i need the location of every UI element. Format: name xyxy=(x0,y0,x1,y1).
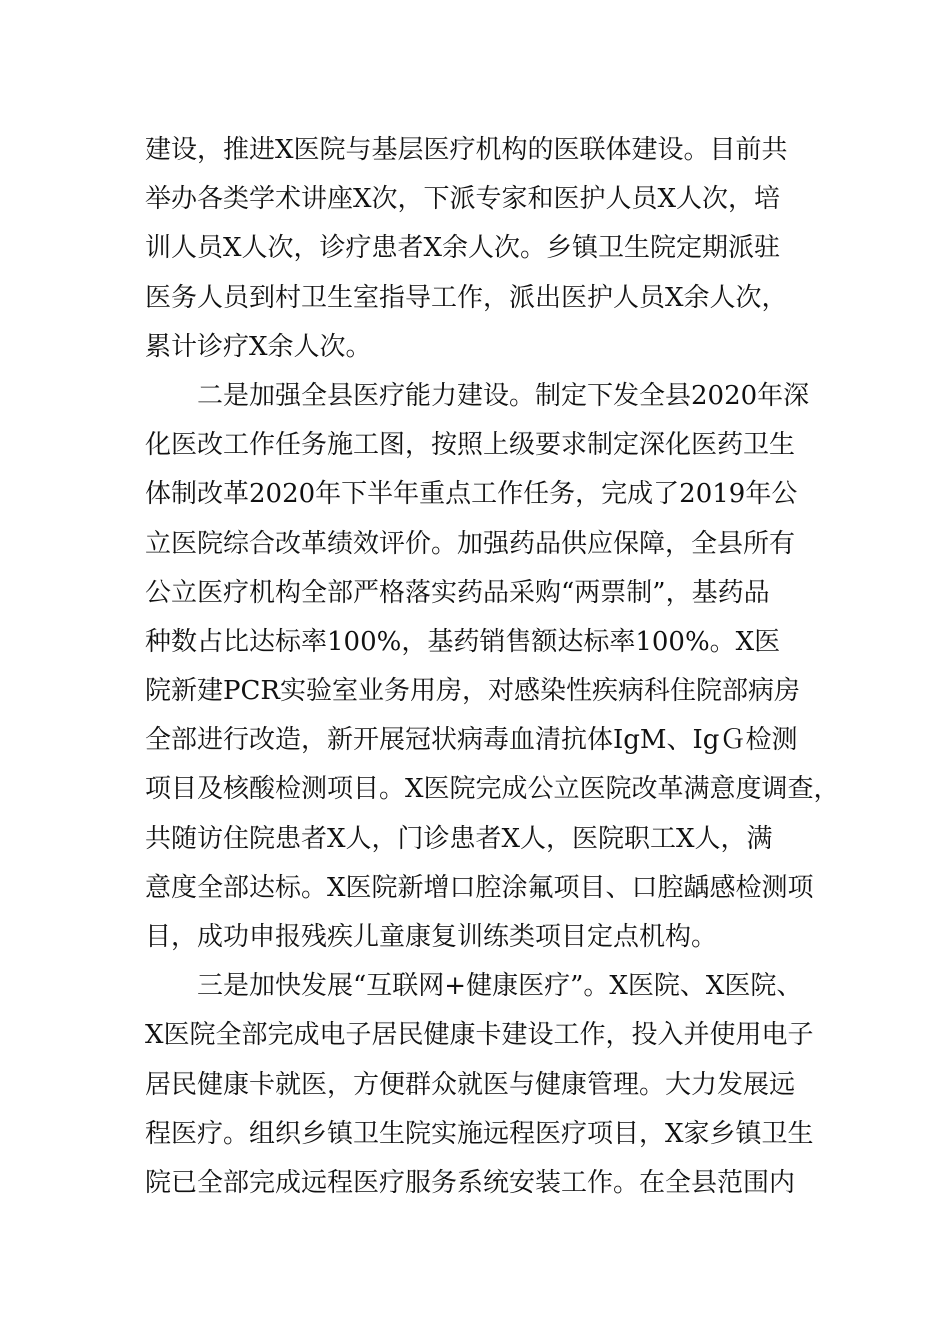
text-line: 训人员X人次，诊疗患者X余人次。乡镇卫生院定期派驻 xyxy=(145,233,781,264)
text-line: 立医院综合改革绩效评价。加强药品供应保障，全县所有 xyxy=(145,528,796,559)
text-line: 医务人员到村卫生室指导工作，派出医护人员X余人次， xyxy=(145,282,788,313)
text-line: 项目及核酸检测项目。X医院完成公立医院改革满意度调查， xyxy=(145,774,840,805)
text-line: 累计诊疗X余人次。 xyxy=(145,331,372,362)
text-line: 种数占比达标率100%，基药销售额达标率100%。X医 xyxy=(145,626,781,657)
text-line: 目，成功申报残疾儿童康复训练类项目定点机构。 xyxy=(145,922,718,952)
text-line: 二是加强全县医疗能力建设。制定下发全县2020年深 xyxy=(145,380,810,411)
text-line: 三是加快发展“互联网+健康医疗”。X医院、X医院、 xyxy=(145,971,803,1002)
body-text xyxy=(145,126,840,1208)
text-line: 化医改工作任务施工图，按照上级要求制定深化医药卫生 xyxy=(145,430,796,461)
text-line: 公立医疗机构全部严格落实药品采购“两票制”，基药品 xyxy=(145,577,770,608)
text-line: 建设，推进X医院与基层医疗机构的医联体建设。目前共 xyxy=(145,135,788,165)
text-line: 共随访住院患者X人，门诊患者X人，医院职工X人，满 xyxy=(145,823,773,854)
text-line: 体制改革2020年下半年重点工作任务，完成了2019年公 xyxy=(145,479,798,510)
text-line: 举办各类学术讲座X次，下派专家和医护人员X人次，培 xyxy=(145,184,781,215)
text-line: 院新建PCR实验室业务用房，对感染性疾病科住院部病房 xyxy=(145,676,800,707)
text-line: 院已全部完成远程医疗服务系统安装工作。在全县范围内 xyxy=(145,1167,796,1198)
text-line: 程医疗。组织乡镇卫生院实施远程医疗项目，X家乡镇卫生 xyxy=(145,1118,814,1149)
text-line: 意度全部达标。X医院新增口腔涂氟项目、口腔龋感检测项 xyxy=(145,872,814,903)
text-line: 全部进行改造，新开展冠状病毒血清抗体IgM、IgＧ检测 xyxy=(145,725,798,756)
text-line: 居民健康卡就医，方便群众就医与健康管理。大力发展远 xyxy=(145,1069,796,1100)
text-line: X医院全部完成电子居民健康卡建设工作，投入并使用电子 xyxy=(145,1020,814,1051)
